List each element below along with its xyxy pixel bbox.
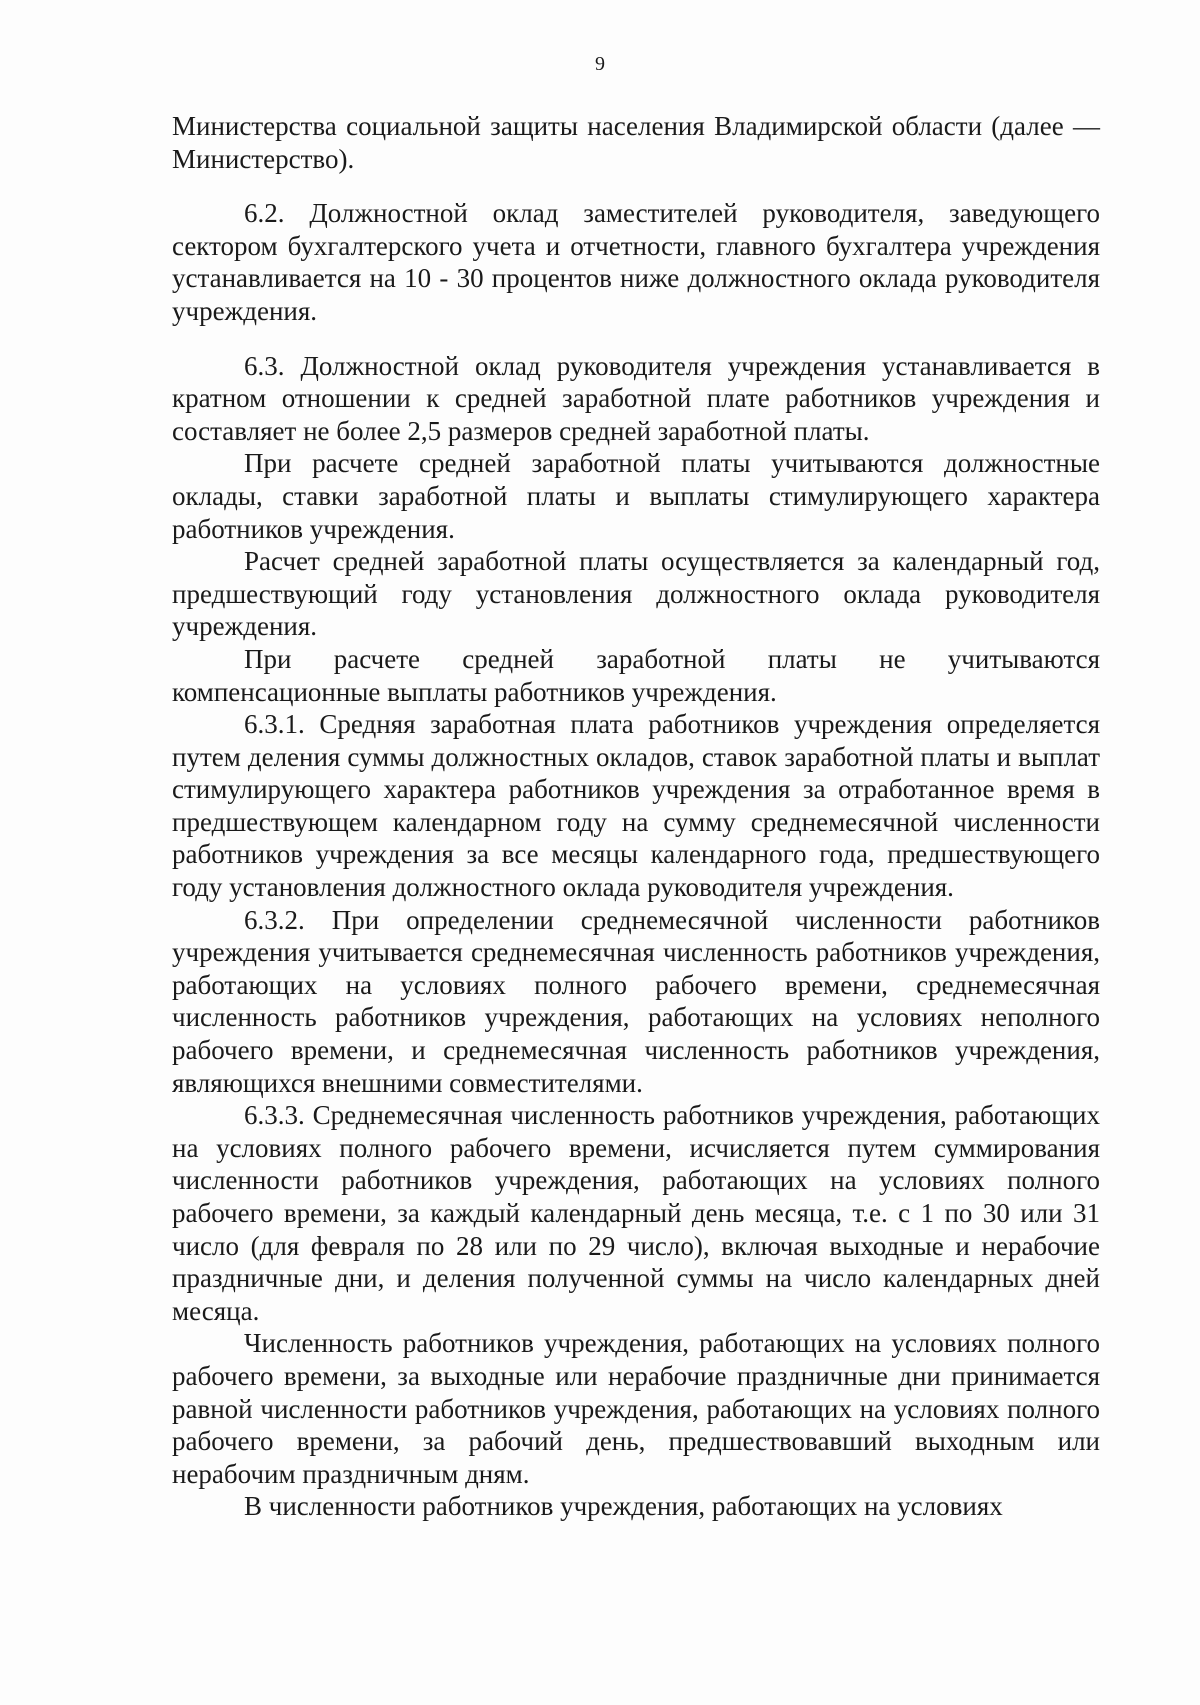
- paragraph-ministry-continuation: Министерства социальной защиты населения Владимирской области (далее — Министерство).: [172, 111, 1100, 174]
- paragraph-headcount-continuation: В численности работников учреждения, работающих на условиях: [244, 1491, 1003, 1522]
- paragraph-salary-calculation: При расчете средней заработной платы учитываются должностные оклады, ставки заработной платы и выплаты стимулирующего характера работников учреждения.: [172, 448, 1100, 544]
- page-number: 9: [595, 53, 605, 75]
- paragraph-6-3-2: 6.3.2. При определении среднемесячной численности работников учреждения учитывается среднемесячная численность работников учреждения, работающих на условиях полного рабочего времени, среднемесячная численность работников учреждения, работающих на условиях неполного рабочего времени, и среднемесячная численность работников учреждения, являющихся внешними совместителями.: [172, 904, 1100, 1098]
- paragraph-calculation-period: Расчет средней заработной платы осуществляется за календарный год, предшествующий году установления должностного оклада руководителя учреждения.: [172, 546, 1100, 642]
- paragraph-6-3-1: 6.3.1. Средняя заработная плата работников учреждения определяется путем деления суммы должностных окладов, ставок заработной платы и выплат стимулирующего характера работников учреждения за отработанное время в предшествующем календарном году на сумму среднемесячной численности работников учреждения за все месяцы календарного года, предшествующего году установления должностного оклада руководителя учреждения.: [172, 709, 1100, 903]
- paragraph-6-3-3: 6.3.3. Среднемесячная численность работников учреждения, работающих на условиях полного рабочего времени, исчисляется путем суммирования численности работников учреждения, работающих на условиях полного рабочего времени, за каждый календарный день месяца, т.е. с 1 по 30 или 31 число (для февраля по 28 или по 29 число), включая выходные и нерабочие праздничные дни, и деления полученной суммы на число календарных дней месяца.: [172, 1100, 1100, 1326]
- paragraph-compensation-exclusion: При расчете средней заработной платы не учитываются компенсационные выплаты работников учреждения.: [172, 643, 1100, 707]
- document-body: [172, 110, 1100, 1523]
- paragraph-6-3: 6.3. Должностной оклад руководителя учреждения устанавливается в кратном отношении к средней заработной плате работников учреждения и составляет не более 2,5 размеров средней заработной платы.: [172, 350, 1100, 446]
- paragraph-6-2: 6.2. Должностной оклад заместителей руководителя, заведующего сектором бухгалтерского учета и отчетности, главного бухгалтера учреждения устанавливается на 10 - 30 процентов ниже должностного оклада руководителя учреждения.: [172, 198, 1100, 326]
- paragraph-holiday-headcount: Численность работников учреждения, работающих на условиях полного рабочего времени, за выходные или нерабочие праздничные дни принимается равной численности работников учреждения, работающих на условиях полного рабочего времени, за рабочий день, предшествовавший выходным или нерабочим праздничным дням.: [172, 1328, 1100, 1489]
